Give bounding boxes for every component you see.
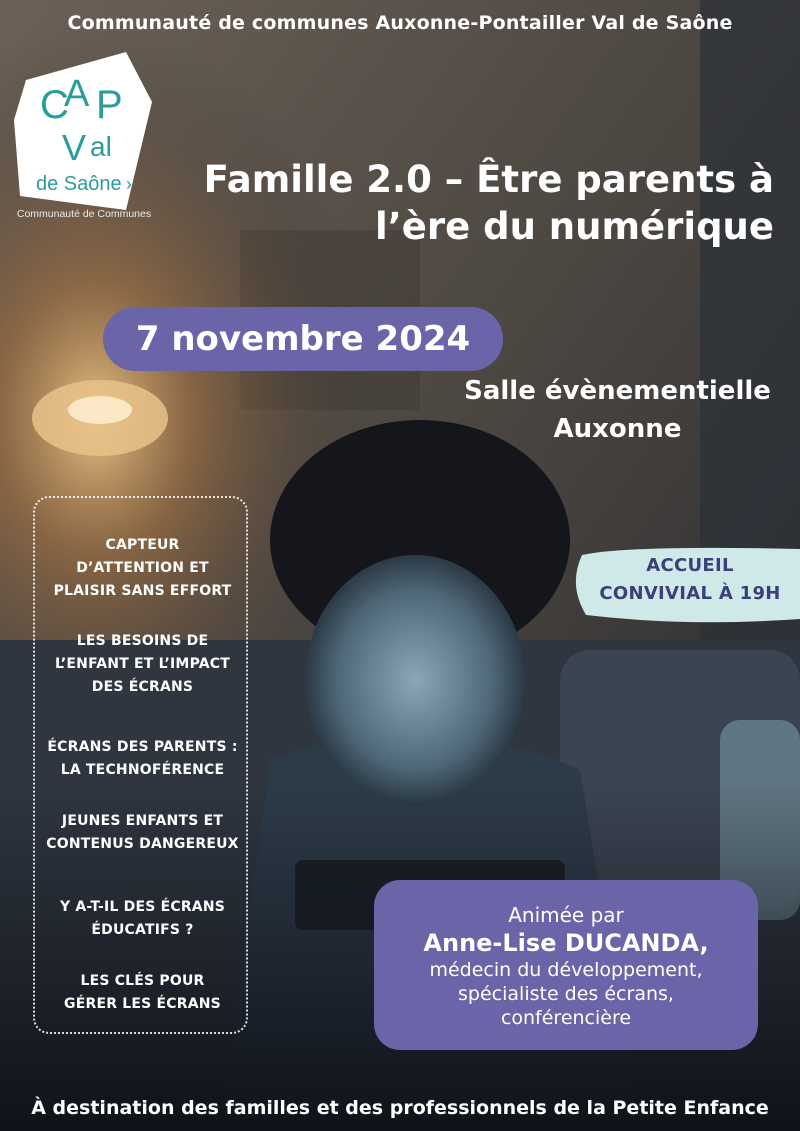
audience-footer: À destination des familles et des professionnels de la Petite Enfance	[31, 1097, 769, 1119]
topic-item: Y A-T-IL DES ÉCRANS ÉDUCATIFS ?	[59, 899, 226, 938]
event-title	[154, 156, 774, 250]
svg-text:V: V	[62, 127, 87, 168]
event-title-line-2: l’ère du numérique	[375, 205, 774, 248]
speaker-intro: Animée par	[508, 903, 624, 927]
venue-line-1: Salle évènementielle	[464, 376, 771, 406]
svg-text:A: A	[64, 73, 90, 115]
svg-text:›: ›	[126, 174, 132, 194]
svg-text:P: P	[96, 83, 123, 127]
welcome-text: ACCUEIL CONVIVIAL À 19H	[599, 555, 781, 604]
speaker-description: médecin du développement, spécialiste des écrans, conférencière	[429, 959, 703, 1029]
venue-line-2: Auxonne	[553, 414, 682, 444]
event-date-badge: 7 novembre 2024	[103, 307, 503, 371]
cap-val-de-saone-logo	[14, 48, 154, 223]
logo-caption: Communauté de Communes	[16, 208, 152, 220]
svg-text:al: al	[90, 131, 112, 162]
event-title-line-1: Famille 2.0 – Être parents à	[203, 158, 774, 201]
organization-header: Communauté de communes Auxonne-Pontailler Val de Saône	[67, 12, 733, 34]
event-venue	[440, 372, 795, 448]
topic-item: LES CLÉS POUR GÉRER LES ÉCRANS	[64, 973, 221, 1012]
speaker-name: Anne-Lise DUCANDA,	[423, 929, 709, 957]
topic-item: LES BESOINS DE L’ENFANT ET L’IMPACT DES ÉCRANS	[54, 633, 230, 695]
topic-item: JEUNES ENFANTS ET CONTENUS DANGEREUX	[46, 813, 239, 852]
svg-text:C: C	[40, 83, 69, 127]
topic-item: CAPTEUR D’ATTENTION ET PLAISIR SANS EFFORT	[53, 537, 232, 599]
topic-item: ÉCRANS DES PARENTS : LA TECHNOFÉRENCE	[47, 739, 238, 778]
svg-text:de Saône: de Saône	[36, 173, 122, 195]
speaker-box	[374, 880, 758, 1050]
topics-list	[33, 496, 248, 1034]
